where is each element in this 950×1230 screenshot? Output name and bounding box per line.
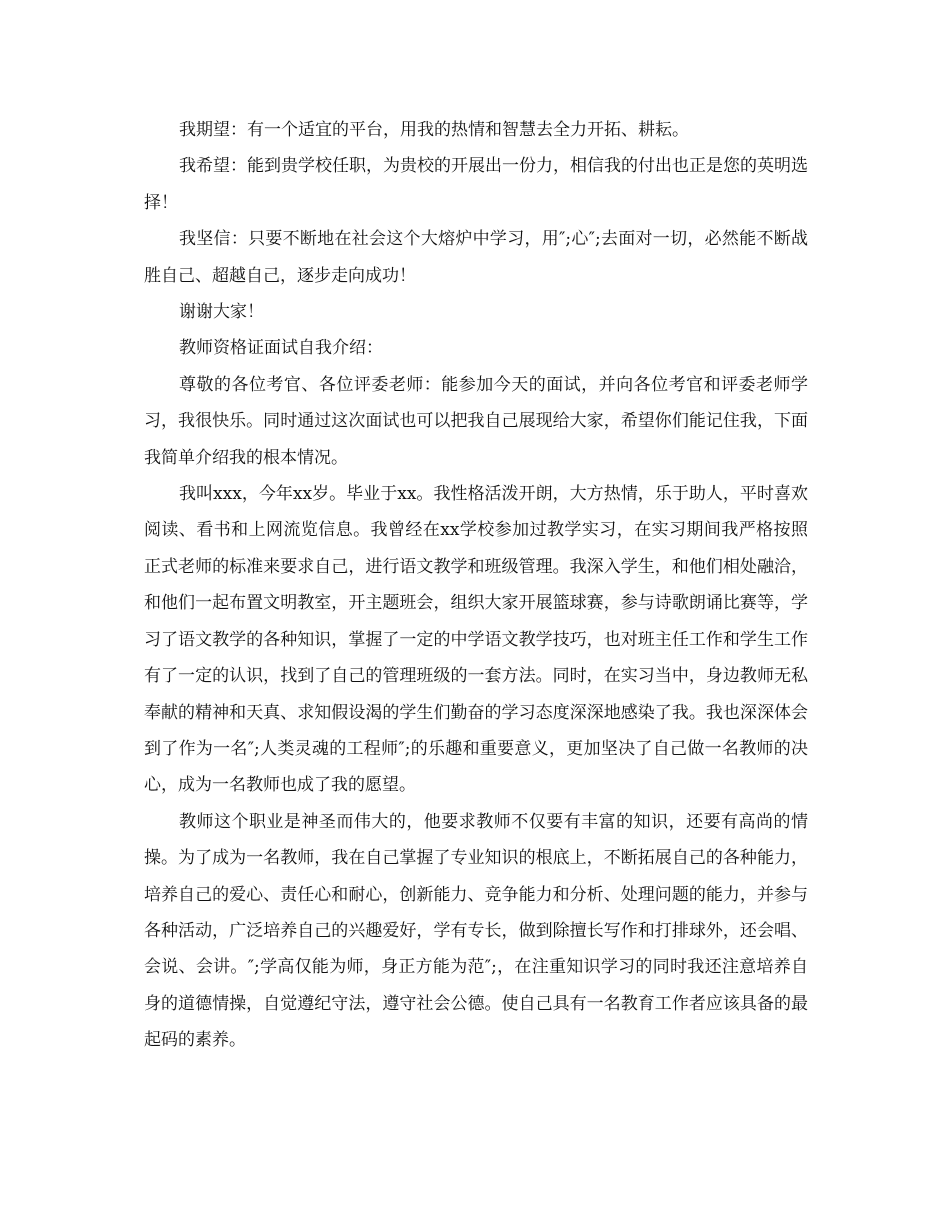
paragraph-thanks: 谢谢大家！ <box>179 302 264 323</box>
document-page <box>144 112 808 1059</box>
section-heading: 教师资格证面试自我介绍： <box>179 338 383 359</box>
paragraph-belief: 我坚信：只要不断地在社会这个大熔炉中学习，用″;心″;去面对一切，必然能不断战胜自己、超越自己，逐步走向成功！ <box>144 229 808 286</box>
paragraph-greeting: 尊敬的各位考官、各位评委老师：能参加今天的面试，并向各位考官和评委老师学习，我很快乐。同时通过这次面试也可以把我自己展现给大家，希望你们能记住我，下面我简单介绍我的根本情况。 <box>144 374 808 468</box>
paragraph-expectation: 我期望：有一个适宜的平台，用我的热情和智慧去全力开拓、耕耘。 <box>179 120 689 140</box>
paragraph-hope: 我希望：能到贵学校任职，为贵校的开展出一份力，相信我的付出也正是您的英明选择！ <box>144 156 808 213</box>
paragraph-background: 我叫xxx，今年xx岁。毕业于xx。我性格活泼开朗，大方热情，乐于助人，平时喜欢阅读、看书和上网流览信息。我曾经在xx学校参加过教学实习，在实习期间我严格按照正式老师的标准来要求自己，进行语文教学和班级管理。我深入学生，和他们相处融洽，和他们一起布置文明教室，开主题班会，组织大家开展篮球赛，参与诗歌朗诵比赛等，学习了语文教学的各种知识，掌握了一定的中学语文教学技巧，也对班主任工作和学生工作有了一定的认识，找到了自己的管理班级的一套方法。同时，在实习当中，身边教师无私奉献的精神和天真、求知假设渴的学生们勤奋的学习态度深深地感染了我。我也深深体会到了作为一名″;人类灵魂的工程师″;的乐趣和重要意义，更加坚决了自己做一名教师的决心，成为一名教师也成了我的愿望。 <box>144 484 808 796</box>
paragraph-profession: 教师这个职业是神圣而伟大的，他要求教师不仅要有丰富的知识，还要有高尚的情操。为了成为一名教师，我在自己掌握了专业知识的根底上，不断拓展自己的各种能力，培养自己的爱心、责任心和耐心，创新能力、竞争能力和分析、处理问题的能力，并参与各种活动，广泛培养自己的兴趣爱好，学有专长，做到除擅长写作和打排球外，还会唱、会说、会讲。″;学高仅能为师，身正方能为范″;，在注重知识学习的同时我还注意培养自身的道德情操，自觉遵纪守法，遵守社会公德。使自己具有一名教育工作者应该具备的最起码的素养。 <box>144 811 808 1051</box>
